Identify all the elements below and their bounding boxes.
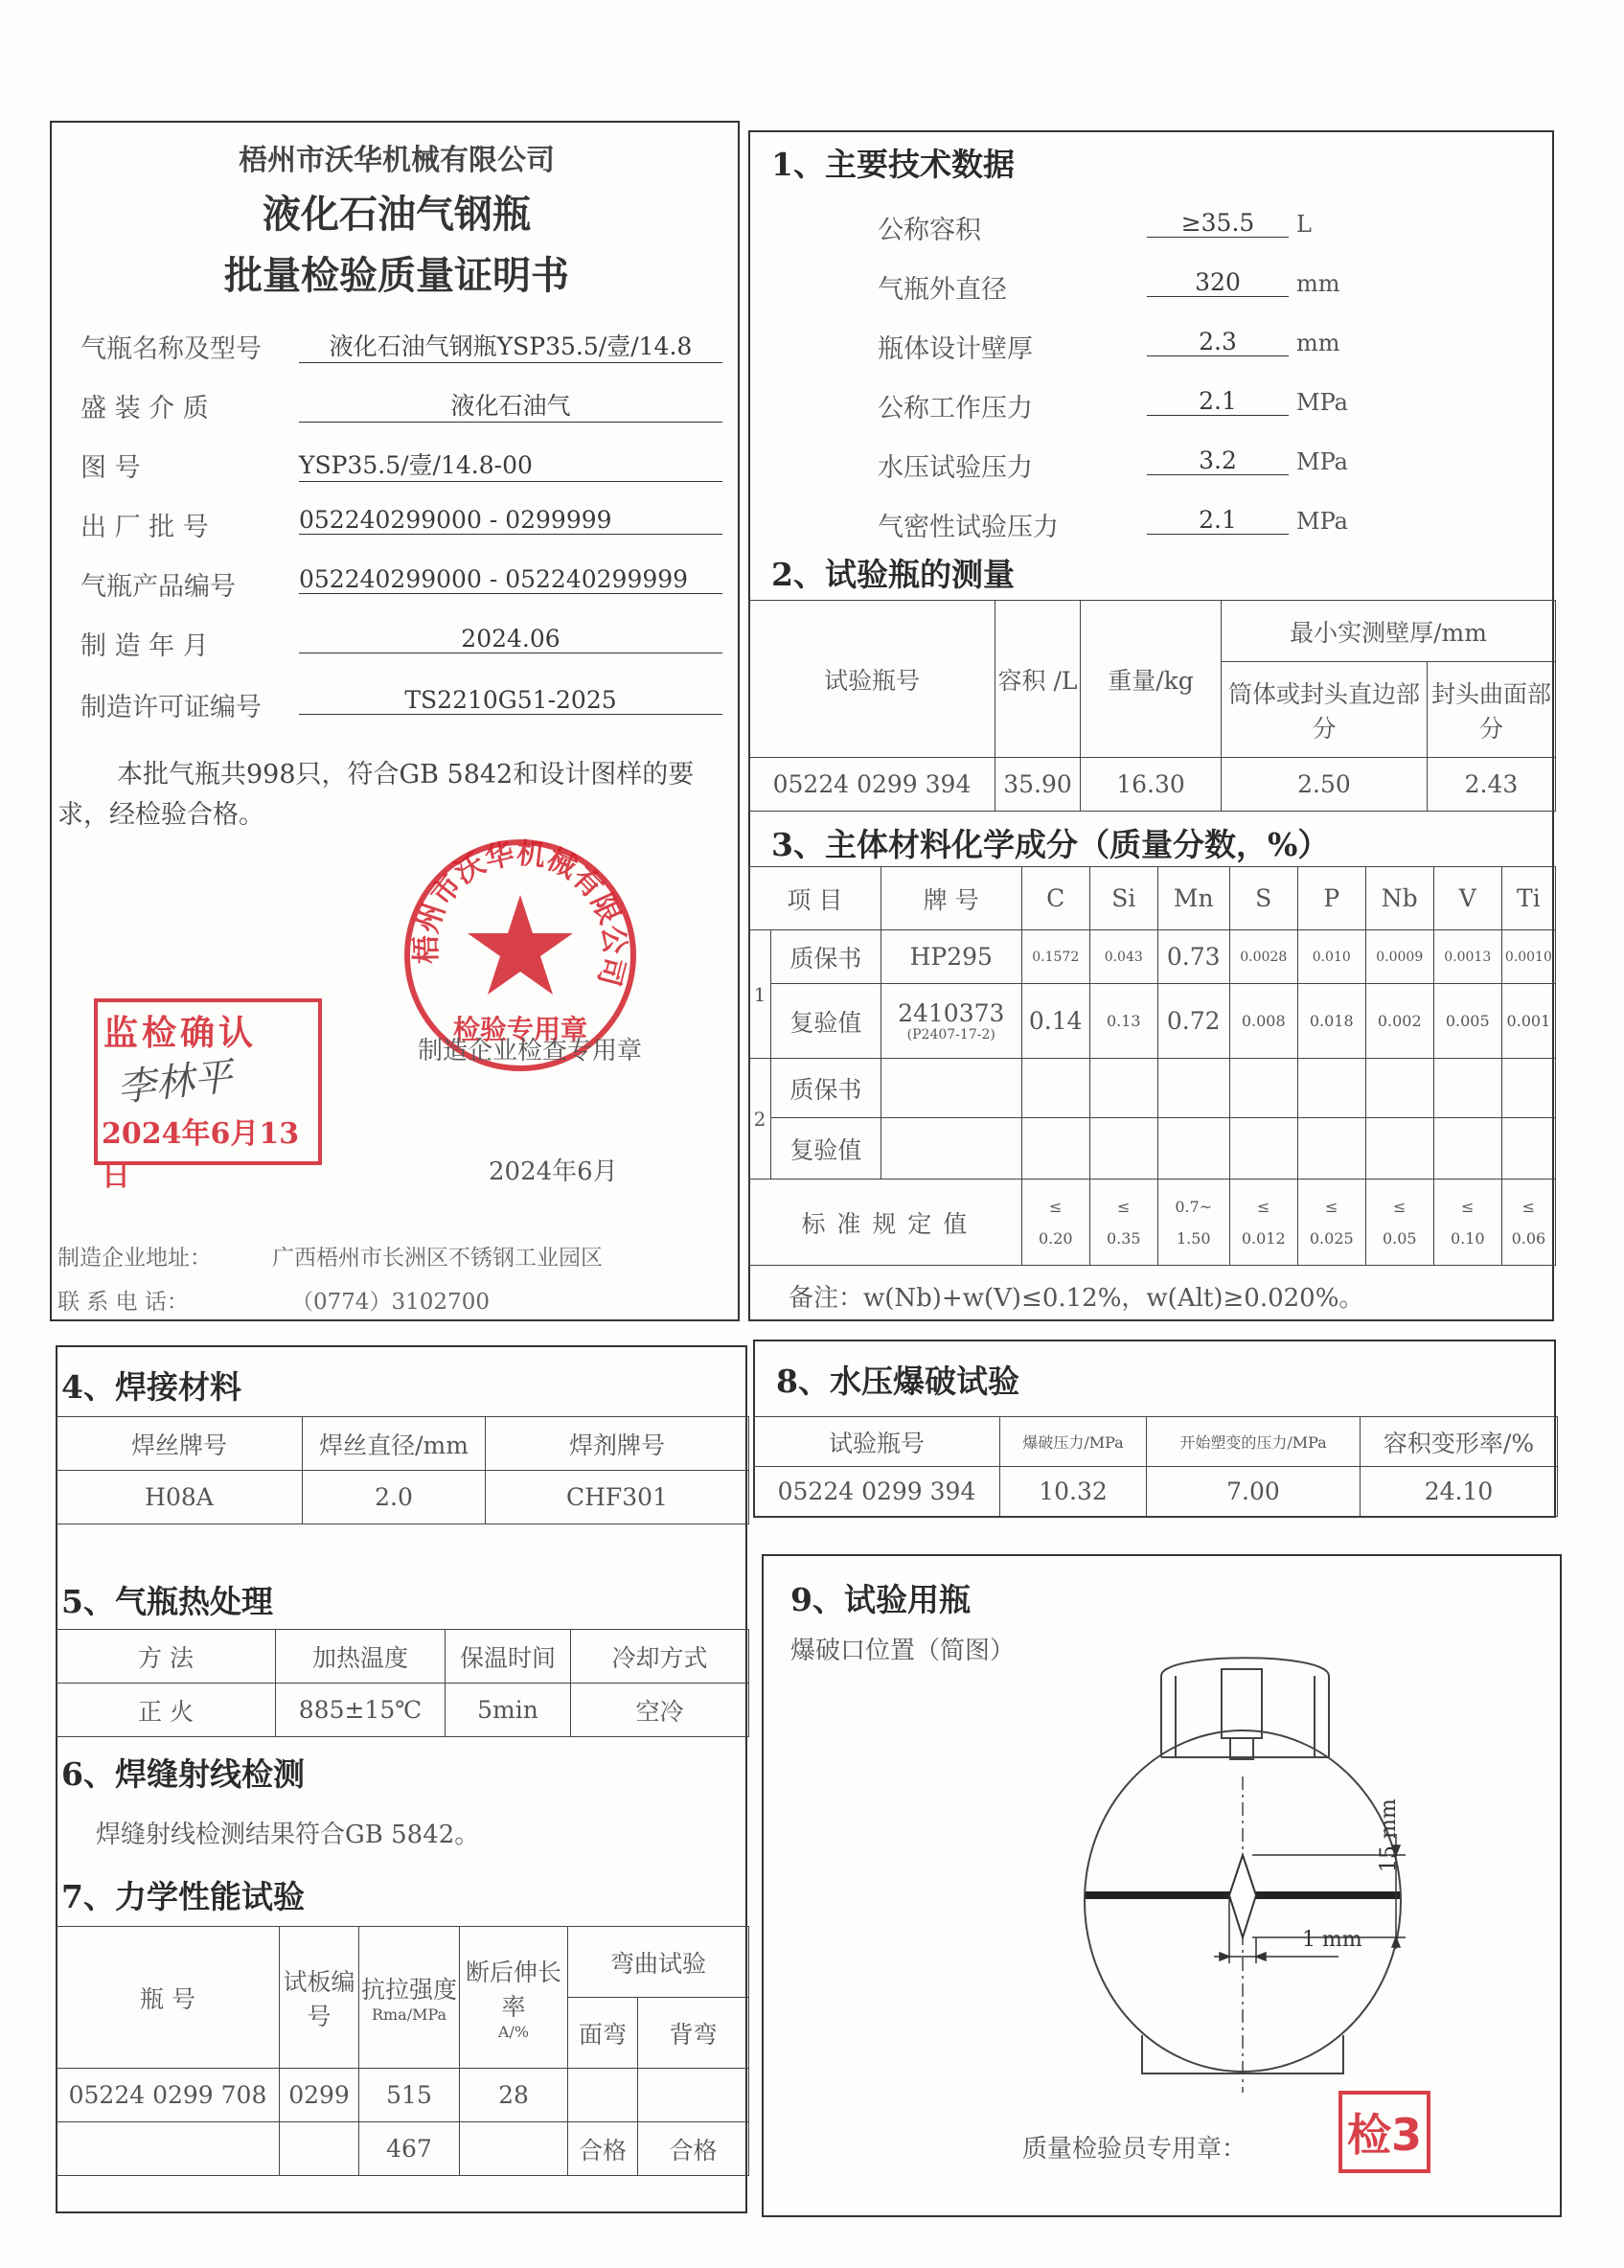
row-label: 质保书 xyxy=(771,930,881,984)
table-cell: 0.72 xyxy=(1157,984,1229,1059)
std-cell xyxy=(1433,1180,1501,1266)
info-value: 液化石油气钢瓶YSP35.5/壹/14.8 xyxy=(299,328,722,363)
col-header: S xyxy=(1229,867,1297,930)
table-cell: 0.1572 xyxy=(1021,930,1089,984)
company-name: 梧州市沃华机械有限公司 xyxy=(239,144,555,177)
table-cell: 0.0009 xyxy=(1365,930,1433,984)
table-cell: 2.43 xyxy=(1428,758,1556,812)
std-top: ≤ xyxy=(1117,1197,1131,1216)
std-bot: 1.50 xyxy=(1176,1228,1211,1248)
std-top: ≤ xyxy=(1049,1197,1063,1216)
phone: （0774）3102700 xyxy=(291,1290,490,1315)
std-cell xyxy=(1089,1180,1157,1266)
std-bot: 0.20 xyxy=(1038,1228,1073,1248)
doc-title-1: 液化石油气钢瓶 xyxy=(263,192,531,237)
table-cell: 7.00 xyxy=(1147,1467,1361,1517)
tech-value: 2.1 xyxy=(1147,387,1289,416)
cert-date: 2024年6月 xyxy=(489,1157,618,1186)
col-header: 试验瓶号 xyxy=(749,601,995,758)
phone-label: 联 系 电 话： xyxy=(57,1290,189,1315)
std-top: ≤ xyxy=(1521,1197,1536,1216)
std-top: ≤ xyxy=(1325,1197,1338,1216)
std-bot: 0.10 xyxy=(1450,1228,1485,1248)
std-bot: 0.012 xyxy=(1241,1228,1286,1248)
welding-table xyxy=(56,1416,749,1524)
col-header: 牌 号 xyxy=(881,867,1021,930)
table-cell: 24.10 xyxy=(1361,1467,1558,1517)
doc-title-2: 批量检验质量证明书 xyxy=(224,253,569,298)
supervision-stamp xyxy=(94,998,322,1193)
col-header: 容积变形率/% xyxy=(1361,1417,1558,1467)
col-header: 容积 /L xyxy=(995,601,1081,758)
col-header: 试板编号 xyxy=(280,1927,359,2069)
table-cell: 合格 xyxy=(568,2122,638,2176)
table-cell: 2.50 xyxy=(1222,758,1428,812)
table-cell: 0.043 xyxy=(1089,930,1157,984)
dim-width: 1 mm xyxy=(1302,1928,1362,1952)
tech-label: 气瓶外直径 xyxy=(878,275,1007,305)
tech-unit: MPa xyxy=(1296,389,1348,416)
col-header: Nb xyxy=(1365,867,1433,930)
tech-value: ≥35.5 xyxy=(1147,209,1289,238)
burst-location-label: 爆破口位置（简图） xyxy=(790,1637,1016,1665)
row-label: 复验值 xyxy=(771,984,881,1059)
section-4-heading: 4、焊接材料 xyxy=(61,1368,241,1406)
info-value: YSP35.5/壹/14.8-00 xyxy=(299,447,722,482)
std-bot: 0.06 xyxy=(1511,1228,1546,1248)
info-value: 052240299000 - 052240299999 xyxy=(299,565,722,594)
table-cell: 10.32 xyxy=(1000,1467,1147,1517)
radiography-text: 焊缝射线检测结果符合GB 5842。 xyxy=(96,1821,480,1849)
heat-treatment-table xyxy=(56,1629,749,1737)
table-cell: 05224 0299 708 xyxy=(57,2069,280,2122)
std-bot: 0.35 xyxy=(1106,1228,1141,1248)
tech-value: 3.2 xyxy=(1147,447,1289,475)
tech-unit: MPa xyxy=(1296,448,1348,475)
col-header: 焊剂牌号 xyxy=(486,1417,749,1471)
technical-panel xyxy=(748,130,1554,1321)
row-label: 质保书 xyxy=(771,1059,881,1118)
tech-unit: L xyxy=(1296,211,1312,238)
inspector-stamp-text: 检3 xyxy=(1346,2109,1422,2161)
burst-opening xyxy=(1229,1855,1256,1937)
col-header xyxy=(460,1927,568,2069)
col-header: 最小实测壁厚/mm xyxy=(1222,601,1556,662)
col-header: V xyxy=(1433,867,1501,930)
col-header: Mn xyxy=(1157,867,1229,930)
table-cell: 0.002 xyxy=(1365,984,1433,1059)
table-cell: 5min xyxy=(446,1684,571,1737)
col-header xyxy=(359,1927,460,2069)
cylinder-sketch xyxy=(764,1556,1564,2219)
seal-inner-text: 检验专用章 xyxy=(452,1014,588,1045)
table-cell: H08A xyxy=(57,1471,303,1524)
grade-sub: (P2407-17-2) xyxy=(906,1027,995,1042)
table-cell: 0.001 xyxy=(1501,984,1555,1059)
col-header: 瓶 号 xyxy=(57,1927,280,2069)
std-bot: 0.05 xyxy=(1382,1228,1417,1248)
col-header: 爆破压力/MPa xyxy=(1000,1417,1147,1467)
info-value: 052240299000 - 0299999 xyxy=(299,506,722,535)
col-header: 保温时间 xyxy=(446,1630,571,1684)
col-header: 焊丝牌号 xyxy=(57,1417,303,1471)
info-label: 制造许可证编号 xyxy=(80,693,262,722)
table-cell: 05224 0299 394 xyxy=(749,758,995,812)
info-label: 图 号 xyxy=(80,453,141,483)
tensile-label: 抗拉强度 xyxy=(360,1976,457,2004)
seal-outer-text: 梧州市沃华机械有限公司 xyxy=(409,836,631,990)
std-top: ≤ xyxy=(1257,1197,1270,1216)
row-index: 1 xyxy=(749,930,771,1059)
col-header: 方 法 xyxy=(57,1630,276,1684)
col-header: 重量/kg xyxy=(1081,601,1222,758)
table-cell: 0.14 xyxy=(1021,984,1089,1059)
std-cell xyxy=(1365,1180,1433,1266)
table-cell: 885±15℃ xyxy=(276,1684,446,1737)
burst-table xyxy=(753,1416,1558,1517)
tech-label: 公称工作压力 xyxy=(878,394,1033,424)
col-header: 试验瓶号 xyxy=(754,1417,1000,1467)
certificate-panel xyxy=(50,121,740,1321)
dim-height: 15 mm xyxy=(1377,1798,1401,1872)
table-cell: HP295 xyxy=(881,930,1021,984)
info-label: 出 厂 批 号 xyxy=(80,513,209,542)
table-cell: 合格 xyxy=(638,2122,749,2176)
tech-label: 水压试验压力 xyxy=(878,453,1033,483)
info-label: 制 造 年 月 xyxy=(80,631,209,661)
table-cell: 467 xyxy=(359,2122,460,2176)
std-label: 标 准 规 定 值 xyxy=(749,1180,1022,1266)
tech-unit: mm xyxy=(1296,330,1340,356)
section-7-heading: 7、力学性能试验 xyxy=(61,1878,305,1915)
row-label: 复验值 xyxy=(771,1118,881,1180)
std-cell xyxy=(1021,1180,1089,1266)
info-value: 液化石油气 xyxy=(299,387,722,423)
table-cell: 0.010 xyxy=(1297,930,1365,984)
table-cell: 0.73 xyxy=(1157,930,1229,984)
section-8-heading: 8、水压爆破试验 xyxy=(776,1363,1019,1400)
std-cell xyxy=(1157,1180,1229,1266)
table-cell: 2.0 xyxy=(303,1471,486,1524)
table-cell: 0.13 xyxy=(1089,984,1157,1059)
table-cell: 0299 xyxy=(280,2069,359,2122)
table-cell xyxy=(881,984,1021,1059)
seal-caption: 制造企业检查专用章 xyxy=(418,1037,643,1065)
col-header: 筒体或封头直边部分 xyxy=(1222,662,1428,758)
info-value: TS2210G51-2025 xyxy=(299,686,722,715)
stamp-confirm-text: 监检确认 xyxy=(103,1013,258,1053)
table-cell: 正 火 xyxy=(57,1684,276,1737)
section-2-heading: 2、试验瓶的测量 xyxy=(771,556,1015,593)
std-top: ≤ xyxy=(1461,1197,1475,1216)
table-cell: 28 xyxy=(460,2069,568,2122)
col-header: 焊丝直径/mm xyxy=(303,1417,486,1471)
table-cell: 35.90 xyxy=(995,758,1081,812)
col-header: 封头曲面部分 xyxy=(1428,662,1556,758)
info-label: 盛 装 介 质 xyxy=(80,394,209,424)
col-header: 冷却方式 xyxy=(571,1630,749,1684)
tech-label: 气密性试验压力 xyxy=(878,513,1059,542)
tech-value: 2.1 xyxy=(1147,506,1289,535)
tech-value: 2.3 xyxy=(1147,328,1289,356)
info-label: 气瓶名称及型号 xyxy=(80,334,262,364)
table-cell: 0.0028 xyxy=(1229,930,1297,984)
col-header: 项 目 xyxy=(749,867,881,930)
info-label: 气瓶产品编号 xyxy=(80,572,236,602)
chemistry-note: 备注：w(Nb)+w(V)≤0.12%，w(Alt)≥0.020%。 xyxy=(789,1284,1364,1313)
table-cell: 0.008 xyxy=(1229,984,1297,1059)
table-cell: 0.005 xyxy=(1433,984,1501,1059)
std-cell xyxy=(1297,1180,1365,1266)
col-header: C xyxy=(1021,867,1089,930)
section-3-heading: 3、主体材料化学成分（质量分数，%） xyxy=(771,826,1330,863)
test-cylinder-panel xyxy=(762,1554,1562,2217)
section-9-heading: 9、试验用瓶 xyxy=(790,1581,971,1618)
section-5-heading: 5、气瓶热处理 xyxy=(61,1583,273,1620)
col-header: 开始塑变的压力/MPa xyxy=(1147,1417,1361,1467)
mechanical-table xyxy=(56,1926,749,2176)
inspector-label: 质量检验员专用章： xyxy=(1022,2135,1247,2164)
std-bot: 0.025 xyxy=(1309,1228,1354,1248)
table-cell: CHF301 xyxy=(486,1471,749,1524)
col-header: 面弯 xyxy=(568,1998,638,2069)
tech-label: 瓶体设计壁厚 xyxy=(878,334,1033,364)
section-6-heading: 6、焊缝射线检测 xyxy=(61,1755,305,1793)
process-panel xyxy=(56,1345,747,2213)
elong-label: 断后伸长率 xyxy=(465,1959,561,2021)
std-cell xyxy=(1229,1180,1297,1266)
col-header: P xyxy=(1297,867,1365,930)
table-cell: 空冷 xyxy=(571,1684,749,1737)
stamp-date: 2024年6月13日 xyxy=(102,1117,300,1193)
row-index: 2 xyxy=(749,1059,771,1180)
address-label: 制造企业地址： xyxy=(57,1246,212,1271)
statement: 本批气瓶共998只，符合GB 5842和设计图样的要求，经检验合格。 xyxy=(57,760,695,830)
col-header: 背弯 xyxy=(638,1998,749,2069)
std-top: ≤ xyxy=(1393,1197,1407,1216)
info-value: 2024.06 xyxy=(299,625,722,653)
tech-unit: mm xyxy=(1296,270,1340,297)
table-cell: 0.0010 xyxy=(1501,930,1555,984)
col-header: 加热温度 xyxy=(276,1630,446,1684)
section-1-heading: 1、主要技术数据 xyxy=(771,146,1015,183)
inspector-stamp xyxy=(1338,2091,1430,2173)
chemistry-table xyxy=(748,866,1556,1266)
measurement-table xyxy=(748,600,1556,812)
grade-number: 2410373 xyxy=(898,999,1005,1027)
table-cell: 515 xyxy=(359,2069,460,2122)
col-header: Si xyxy=(1089,867,1157,930)
address: 广西梧州市长洲区不锈钢工业园区 xyxy=(272,1246,603,1271)
table-cell: 16.30 xyxy=(1081,758,1222,812)
table-cell: 05224 0299 394 xyxy=(754,1467,1000,1517)
std-cell xyxy=(1501,1180,1555,1266)
std-top: 0.7~ xyxy=(1175,1197,1213,1216)
col-header: Ti xyxy=(1501,867,1555,930)
signature: 李林平 xyxy=(115,1054,235,1111)
col-header: 弯曲试验 xyxy=(568,1927,749,1998)
table-cell: 0.0013 xyxy=(1433,930,1501,984)
table-cell: 0.018 xyxy=(1297,984,1365,1059)
tensile-unit: Rma/MPa xyxy=(371,2005,447,2024)
burst-test-panel xyxy=(753,1340,1556,1518)
tech-unit: MPa xyxy=(1296,508,1348,535)
tech-label: 公称容积 xyxy=(878,216,981,245)
tech-value: 320 xyxy=(1147,268,1289,297)
elong-unit: A/% xyxy=(497,2023,530,2041)
